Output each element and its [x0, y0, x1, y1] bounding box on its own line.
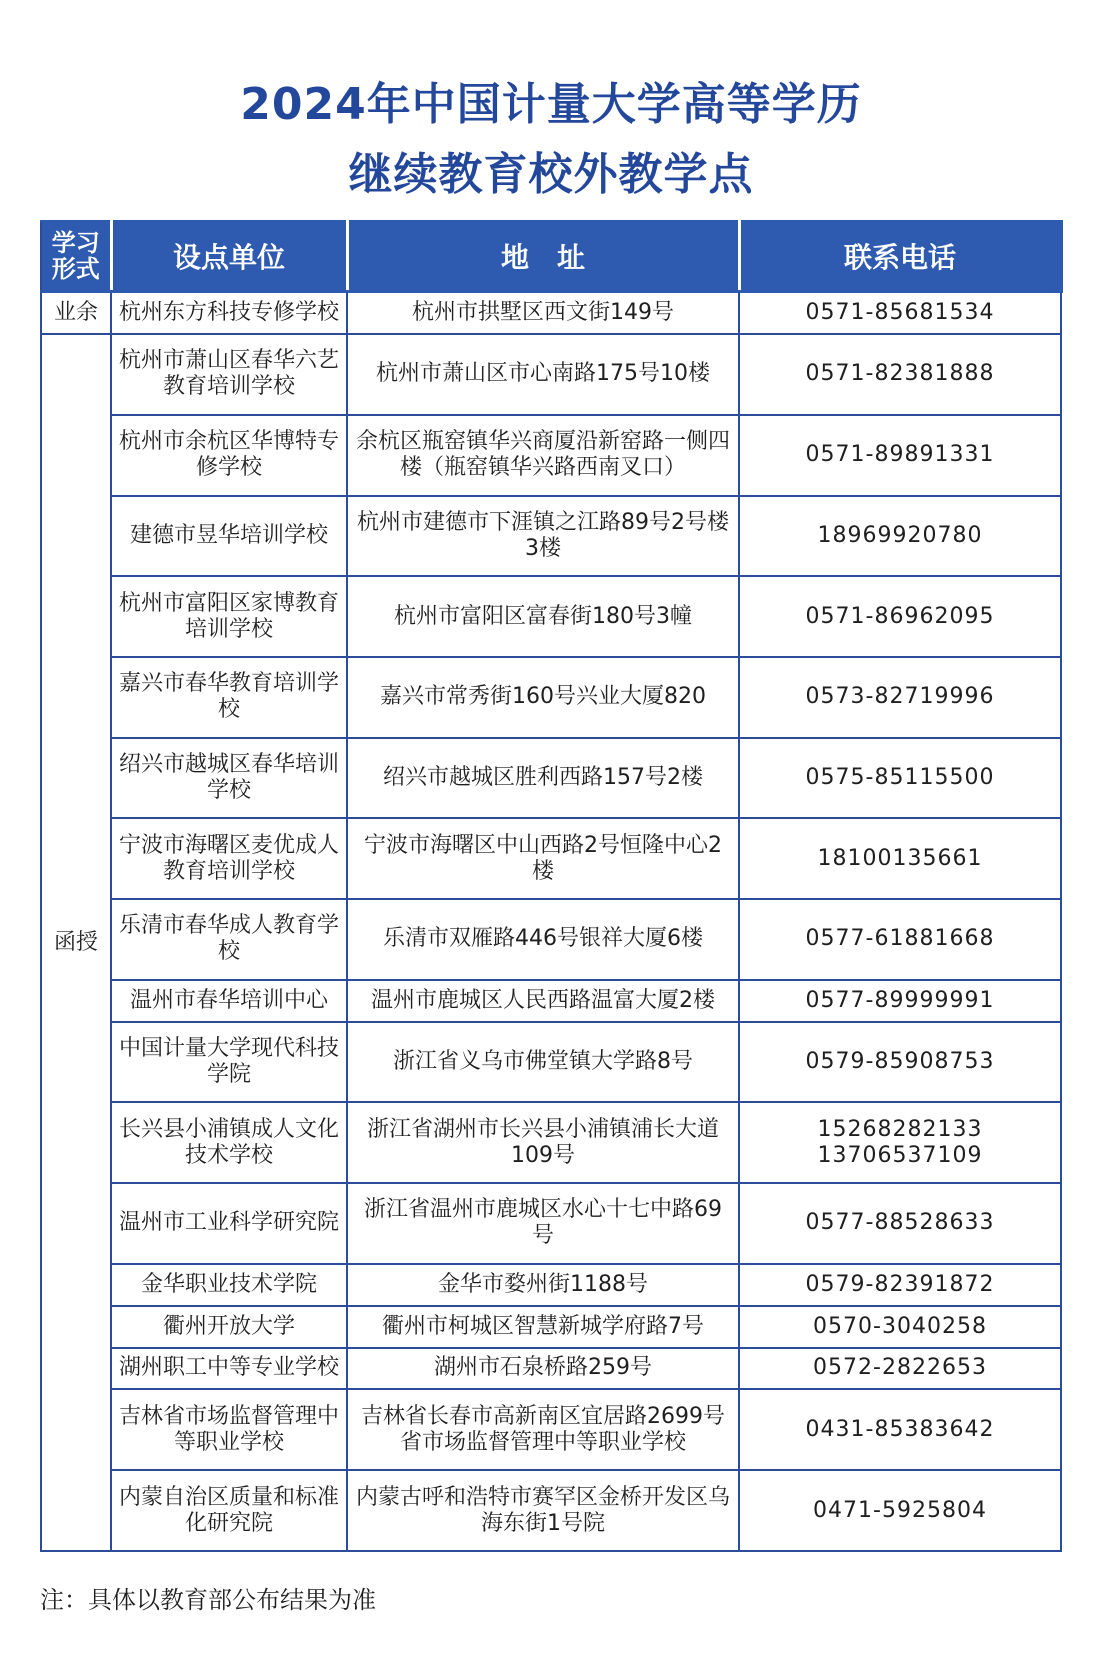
- site-unit-cell: 杭州东方科技专修学校: [111, 292, 347, 335]
- site-unit-cell: 中国计量大学现代科技学院: [111, 1022, 347, 1103]
- table-row: [41, 1183, 1061, 1264]
- table-row: [41, 1306, 1061, 1348]
- site-phone-cell: 18100135661: [739, 818, 1061, 899]
- page-title-line2: 继续教育校外教学点: [348, 149, 754, 200]
- site-address-cell: 杭州市拱墅区西文街149号: [347, 292, 739, 335]
- table-row: [41, 818, 1061, 899]
- site-unit-cell: 温州市工业科学研究院: [111, 1183, 347, 1264]
- table-row: [41, 334, 1061, 415]
- table-row: [41, 980, 1061, 1022]
- site-address-cell: 浙江省湖州市长兴县小浦镇浦长大道109号: [347, 1102, 739, 1183]
- site-address-cell: 绍兴市越城区胜利西路157号2楼: [347, 738, 739, 819]
- table-body: [41, 292, 1061, 1552]
- site-unit-cell: 绍兴市越城区春华培训学校: [111, 738, 347, 819]
- site-unit-cell: 乐清市春华成人教育学校: [111, 899, 347, 980]
- site-address-cell: 杭州市富阳区富春街180号3幢: [347, 576, 739, 657]
- site-phone-cell: 0571-89891331: [739, 415, 1061, 496]
- table-row: [41, 657, 1061, 738]
- site-address-cell: 湖州市石泉桥路259号: [347, 1348, 739, 1390]
- site-address-cell: 宁波市海曙区中山西路2号恒隆中心2楼: [347, 818, 739, 899]
- site-phone-cell: 0577-88528633: [739, 1183, 1061, 1264]
- site-phone-cell: 0575-85115500: [739, 738, 1061, 819]
- header-phone: 联系电话: [739, 221, 1061, 292]
- site-phone-cell: 0577-61881668: [739, 899, 1061, 980]
- site-unit-cell: 宁波市海曙区麦优成人教育培训学校: [111, 818, 347, 899]
- table-row: [41, 415, 1061, 496]
- site-phone-cell: 0571-82381888: [739, 334, 1061, 415]
- study-form-cell: 函授: [41, 334, 111, 1551]
- table-row: [41, 292, 1061, 335]
- site-unit-cell: 杭州市萧山区春华六艺教育培训学校: [111, 334, 347, 415]
- site-unit-cell: 内蒙自治区质量和标准化研究院: [111, 1470, 347, 1551]
- site-address-cell: 浙江省温州市鹿城区水心十七中路69号: [347, 1183, 739, 1264]
- study-form-cell: 业余: [41, 292, 111, 335]
- footnote: 注：具体以教育部公布结果为准: [40, 1586, 376, 1614]
- site-phone-cell: 0577-89999991: [739, 980, 1061, 1022]
- header-form: 学习形式: [41, 221, 111, 292]
- table-header-row: [41, 221, 1061, 292]
- site-address-cell: 内蒙古呼和浩特市赛罕区金桥开发区乌海东街1号院: [347, 1470, 739, 1551]
- site-phone-cell: 0579-85908753: [739, 1022, 1061, 1103]
- site-unit-cell: 嘉兴市春华教育培训学校: [111, 657, 347, 738]
- site-phone-cell: 0571-85681534: [739, 292, 1061, 335]
- site-phone-cell: 0579-82391872: [739, 1264, 1061, 1306]
- teaching-sites-table: [40, 220, 1063, 1552]
- table-row: [41, 1022, 1061, 1103]
- site-address-cell: 衢州市柯城区智慧新城学府路7号: [347, 1306, 739, 1348]
- site-unit-cell: 吉林省市场监督管理中等职业学校: [111, 1389, 347, 1470]
- header-unit: 设点单位: [111, 221, 347, 292]
- site-address-cell: 杭州市建德市下涯镇之江路89号2号楼3楼: [347, 496, 739, 577]
- site-address-cell: 吉林省长春市高新南区宜居路2699号省市场监督管理中等职业学校: [347, 1389, 739, 1470]
- site-phone-cell: 0572-2822653: [739, 1348, 1061, 1390]
- table-row: [41, 1348, 1061, 1390]
- site-address-cell: 嘉兴市常秀街160号兴业大厦820: [347, 657, 739, 738]
- site-unit-cell: 衢州开放大学: [111, 1306, 347, 1348]
- site-unit-cell: 杭州市富阳区家博教育培训学校: [111, 576, 347, 657]
- table-row: [41, 738, 1061, 819]
- page-title-line1: 2024年中国计量大学高等学历: [240, 79, 862, 130]
- site-phone-cell: 0570-3040258: [739, 1306, 1061, 1348]
- site-address-cell: 余杭区瓶窑镇华兴商厦沿新窑路一侧四楼（瓶窑镇华兴路西南叉口）: [347, 415, 739, 496]
- table-row: [41, 1102, 1061, 1183]
- site-phone-cell: 0573-82719996: [739, 657, 1061, 738]
- table-row: [41, 1470, 1061, 1551]
- table-row: [41, 1389, 1061, 1470]
- site-address-cell: 金华市婺州街1188号: [347, 1264, 739, 1306]
- site-address-cell: 乐清市双雁路446号银祥大厦6楼: [347, 899, 739, 980]
- site-address-cell: 杭州市萧山区市心南路175号10楼: [347, 334, 739, 415]
- site-unit-cell: 长兴县小浦镇成人文化技术学校: [111, 1102, 347, 1183]
- site-unit-cell: 温州市春华培训中心: [111, 980, 347, 1022]
- table-row: [41, 1264, 1061, 1306]
- table-row: [41, 496, 1061, 577]
- site-address-cell: 浙江省义乌市佛堂镇大学路8号: [347, 1022, 739, 1103]
- site-unit-cell: 建德市昱华培训学校: [111, 496, 347, 577]
- site-phone-cell: 18969920780: [739, 496, 1061, 577]
- site-phone-cell: 15268282133 13706537109: [739, 1102, 1061, 1183]
- site-address-cell: 温州市鹿城区人民西路温富大厦2楼: [347, 980, 739, 1022]
- header-address: 地 址: [347, 221, 739, 292]
- table-row: [41, 899, 1061, 980]
- site-phone-cell: 0571-86962095: [739, 576, 1061, 657]
- site-unit-cell: 金华职业技术学院: [111, 1264, 347, 1306]
- site-unit-cell: 杭州市余杭区华博特专修学校: [111, 415, 347, 496]
- site-phone-cell: 0471-5925804: [739, 1470, 1061, 1551]
- table-row: [41, 576, 1061, 657]
- site-phone-cell: 0431-85383642: [739, 1389, 1061, 1470]
- site-unit-cell: 湖州职工中等专业学校: [111, 1348, 347, 1390]
